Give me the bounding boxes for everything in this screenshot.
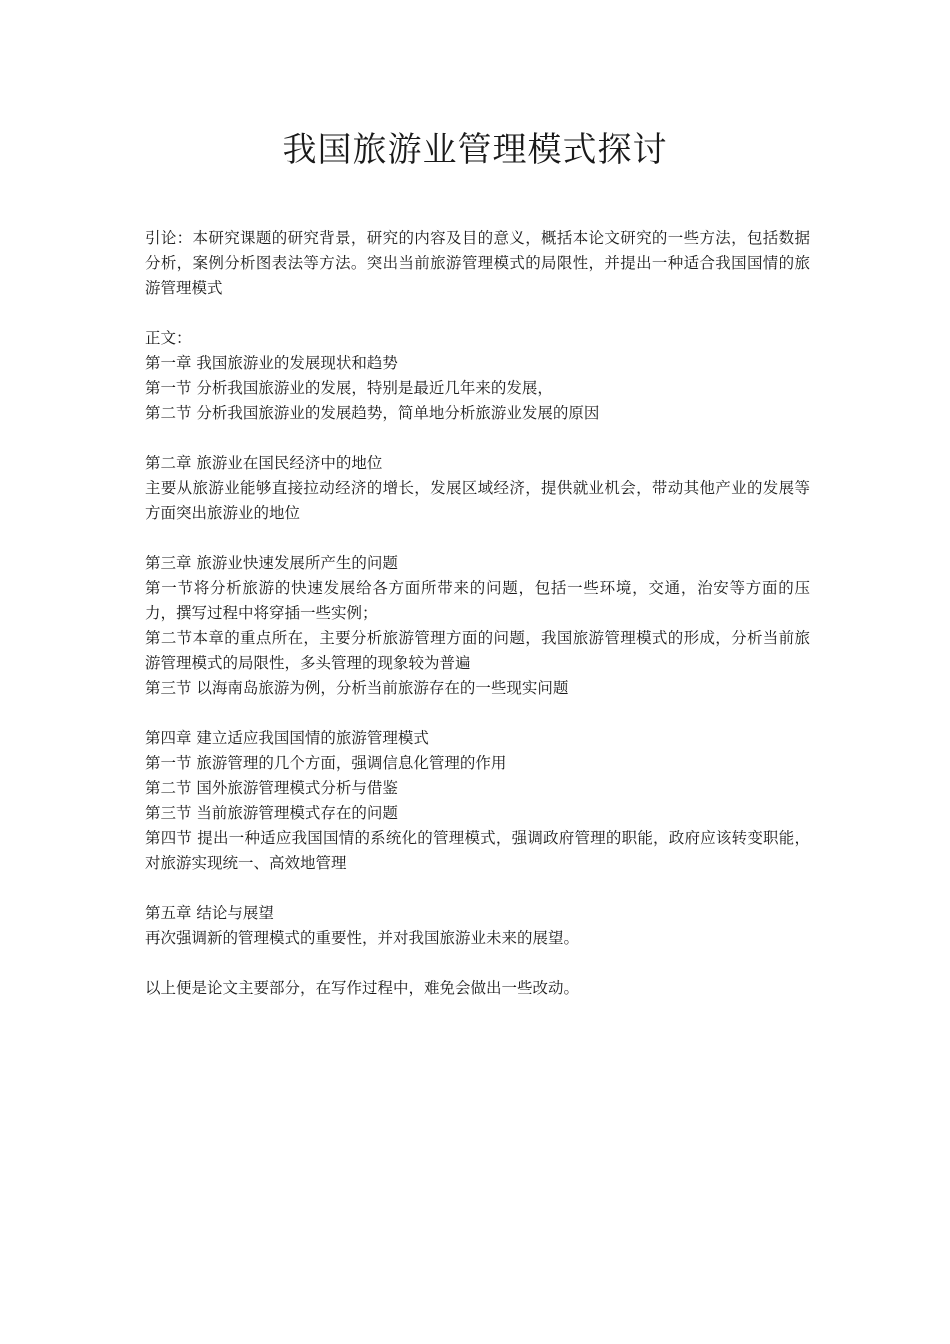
chapter-4-section-1: 第一节 旅游管理的几个方面，强调信息化管理的作用 — [145, 754, 507, 772]
closing-paragraph: 以上便是论文主要部分，在写作过程中，难免会做出一些改动。 — [145, 979, 580, 997]
body-label: 正文： — [145, 329, 192, 347]
chapter-1-section-1: 第一节 分析我国旅游业的发展，特别是最近几年来的发展， — [145, 379, 553, 397]
spacer — [145, 301, 810, 326]
chapter-3-section-1: 第一节将分析旅游的快速发展给各方面所带来的问题，包括一些环境，交通，治安等方面的压力，撰写过程中将穿插一些实例； — [145, 579, 810, 622]
chapter-1-heading: 第一章 我国旅游业的发展现状和趋势 — [145, 354, 398, 372]
spacer — [145, 951, 810, 976]
spacer — [145, 701, 810, 726]
chapter-2-heading: 第二章 旅游业在国民经济中的地位 — [145, 454, 383, 472]
spacer — [145, 876, 810, 901]
document-title: 我国旅游业管理模式探讨 — [282, 130, 668, 170]
chapter-3-section-2: 第二节本章的重点所在，主要分析旅游管理方面的问题，我国旅游管理模式的形成，分析当前旅游管理模式的局限性，多头管理的现象较为普遍 — [145, 629, 810, 672]
chapter-5-paragraph: 再次强调新的管理模式的重要性，并对我国旅游业未来的展望。 — [145, 929, 580, 947]
chapter-3-section-3: 第三节 以海南岛旅游为例，分析当前旅游存在的一些现实问题 — [145, 679, 569, 697]
chapter-1-section-2: 第二节 分析我国旅游业的发展趋势，简单地分析旅游业发展的原因 — [145, 404, 600, 422]
document-body — [145, 226, 810, 1001]
chapter-4-section-2: 第二节 国外旅游管理模式分析与借鉴 — [145, 779, 398, 797]
chapter-5-heading: 第五章 结论与展望 — [145, 904, 274, 922]
chapter-3-heading: 第三章 旅游业快速发展所产生的问题 — [145, 554, 398, 572]
chapter-4-section-4: 第四节 提出一种适应我国国情的系统化的管理模式，强调政府管理的职能，政府应该转变职能，对旅游实现统一、高效地管理 — [145, 829, 810, 872]
chapter-4-heading: 第四章 建立适应我国国情的旅游管理模式 — [145, 729, 429, 747]
spacer — [145, 426, 810, 451]
chapter-4-section-3: 第三节 当前旅游管理模式存在的问题 — [145, 804, 398, 822]
spacer — [145, 526, 810, 551]
chapter-2-paragraph: 主要从旅游业能够直接拉动经济的增长，发展区域经济，提供就业机会，带动其他产业的发展等方面突出旅游业的地位 — [145, 479, 810, 522]
intro-paragraph: 引论：本研究课题的研究背景，研究的内容及目的意义，概括本论文研究的一些方法，包括数据分析，案例分析图表法等方法。突出当前旅游管理模式的局限性，并提出一种适合我国国情的旅游管理模式 — [145, 229, 810, 297]
